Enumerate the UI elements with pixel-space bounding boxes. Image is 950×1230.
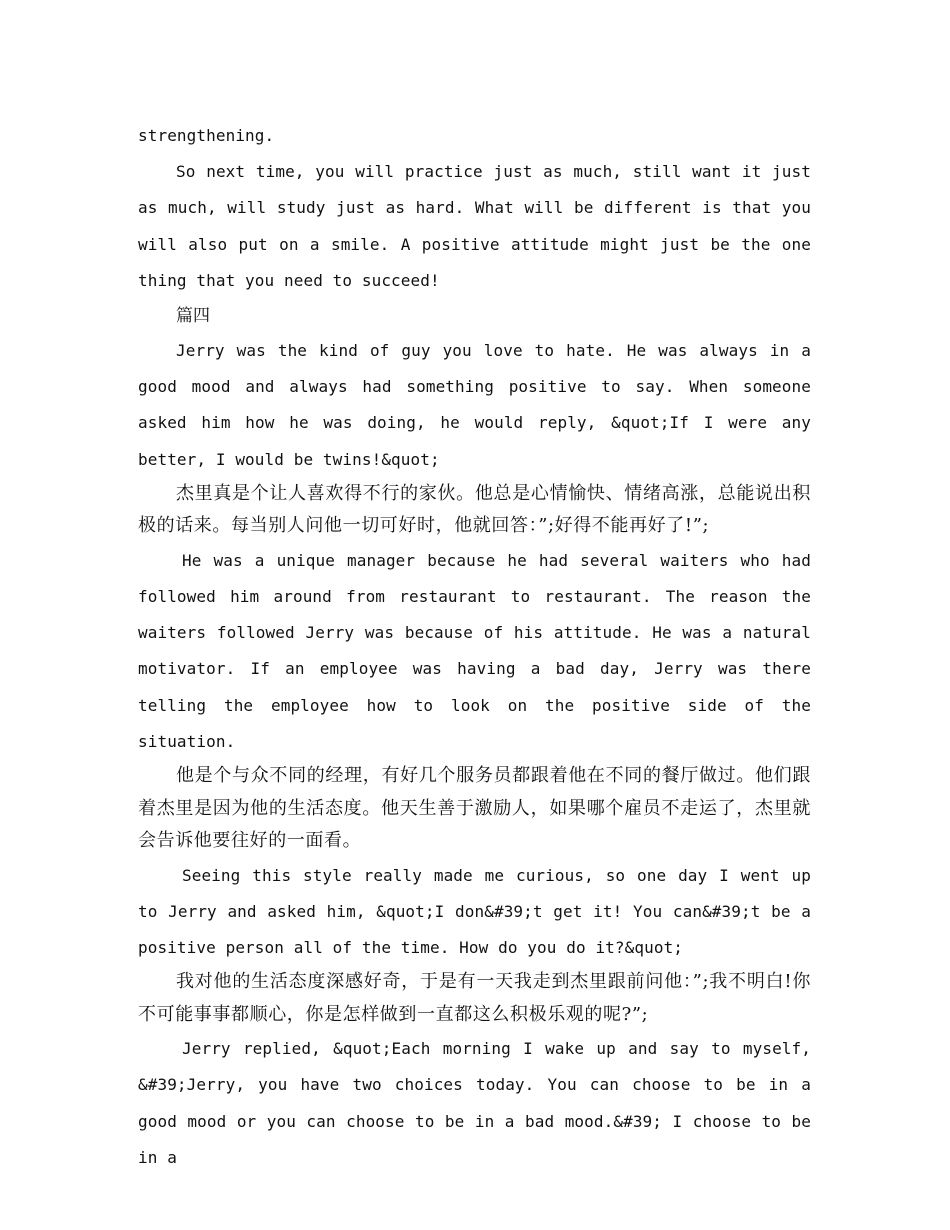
section-heading: 篇四 (176, 306, 210, 327)
paragraph-chinese: 杰里真是个让人喜欢得不行的家伙。他总是心情愉快、情绪高涨，总能说出积极的话来。每当别人问他一切可好时，他就回答：”;好得不能再好了!”; (138, 482, 811, 537)
paragraph: So next time, you will practice just as much, still want it just as much, will study just as hard. What will be different is that you will also put on a smile. A positive attitude might just be the one thing that you need to succeed! (138, 162, 811, 290)
paragraph-chinese: 我对他的生活态度深感好奇，于是有一天我走到杰里跟前问他：”;我不明白!你不可能事事都顺心，你是怎样做到一直都这么积极乐观的呢?”; (138, 971, 811, 1025)
paragraph: strengthening. (138, 126, 275, 145)
paragraph: He was a unique manager because he had several waiters who had followed him around from restaurant to restaurant. The reason the waiters followed Jerry was because of his attitude. He was a natural motivator. If an employee was having a bad day, Jerry was there telling the employee how to look on the positive side of the situation. (138, 550, 811, 751)
paragraph: Jerry was the kind of guy you love to hate. He was always in a good mood and always had something positive to say. When someone asked him how he was doing, he would reply, &quot;If I were any better, I would be twins!&quot; (138, 341, 811, 469)
paragraph-chinese: 他是个与众不同的经理，有好几个服务员都跟着他在不同的餐厅做过。他们跟着杰里是因为他的生活态度。他天生善于激励人，如果哪个雇员不走运了，杰里就会告诉他要往好的一面看。 (138, 765, 811, 852)
document-page (138, 118, 811, 1176)
paragraph: Jerry replied, &quot;Each morning I wake up and say to myself, &#39;Jerry, you have two choices today. You can choose to be in a good mood or you can choose to be in a bad mood.&#39; I choose to be in a (138, 1039, 811, 1167)
paragraph: Seeing this style really made me curious, so one day I went up to Jerry and asked him, &quot;I don&#39;t get it! You can&#39;t be a positive person all of the time. How do you do it?&quot; (138, 865, 811, 957)
